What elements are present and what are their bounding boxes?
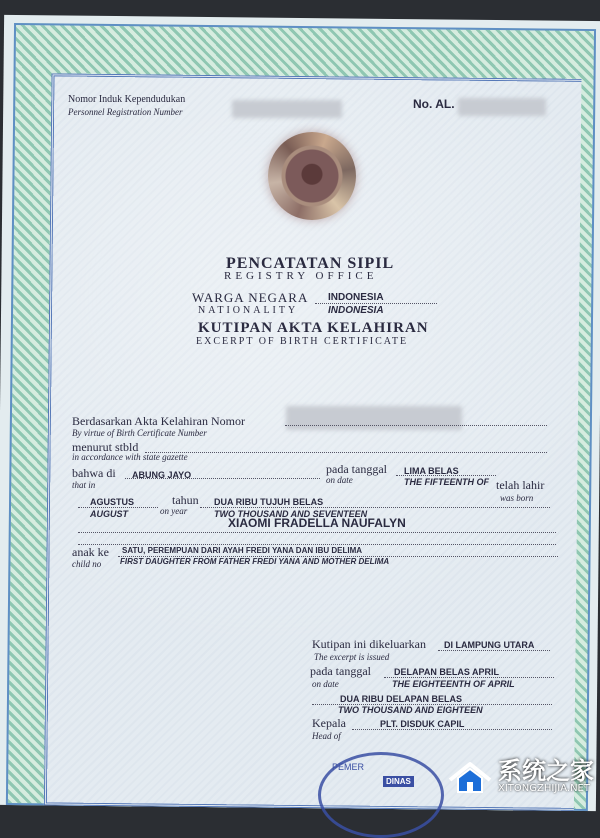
head-label-en: Head of — [312, 731, 341, 741]
issue-date-value-en: THE EIGHTEENTH OF APRIL — [392, 679, 515, 689]
child-order-value: SATU, PEREMPUAN DARI AYAH FREDI YANA DAN IBU DELIMA — [122, 546, 363, 555]
child-order-label: anak ke — [72, 545, 109, 559]
hologram-seal-icon — [268, 132, 356, 220]
stbld-label-en: in accordance with state gazette — [72, 452, 188, 462]
child-order-dotted-line — [118, 556, 558, 557]
issued-label: Kutipan ini dikeluarkan — [312, 637, 426, 651]
issue-date-value: DELAPAN BELAS APRIL — [394, 667, 500, 677]
registry-title: PENCATATAN SIPIL — [226, 255, 395, 272]
birth-year-value-en: TWO THOUSAND AND SEVENTEEN — [214, 509, 368, 519]
citizenship-value-en: INDONESIA — [328, 305, 384, 316]
issued-place-value: DI LAMPUNG UTARA — [444, 640, 535, 650]
redacted-certificate-number — [286, 406, 462, 430]
place-dotted-line — [125, 478, 320, 479]
issued-place-dotted-line — [438, 650, 550, 651]
issued-label-en: The excerpt is issued — [314, 652, 390, 662]
child-order-value-en: FIRST DAUGHTER FROM FATHER FREDI YANA AND MOTHER DELIMA — [120, 557, 390, 566]
child-name-dotted-line-2 — [78, 544, 556, 545]
citizenship-label: WARGA NEGARA — [192, 290, 309, 305]
virtue-label: Berdasarkan Akta Kelahiran Nomor — [72, 414, 245, 428]
child-order-label-en: child no — [72, 559, 102, 569]
birth-year-dotted-line — [200, 507, 550, 508]
site-watermark — [448, 759, 594, 794]
issue-date-dotted-line — [384, 677, 554, 678]
watermark-sub-text: XITONGZHIJIA.NET — [498, 783, 590, 794]
certificate-number-dotted-line — [285, 425, 547, 426]
redacted-nik — [232, 100, 342, 118]
watermark-main-text: 系统之家 — [498, 757, 594, 785]
child-name: XIAOMI FRADELLA NAUFALYN — [228, 516, 406, 530]
stbld-label: menurut stbld — [72, 440, 139, 454]
birth-year-value: DUA RIBU TUJUH BELAS — [214, 497, 324, 507]
birth-day-value-en: THE FIFTEENTH OF — [404, 477, 489, 487]
head-value: PLT. DISDUK CAPIL — [380, 719, 465, 729]
born-label-en: was born — [500, 493, 534, 503]
child-name-dotted-line — [78, 532, 556, 533]
issue-date-label-en: on date — [312, 679, 339, 689]
stamp-center-text: DINAS — [383, 776, 414, 787]
issue-year-dotted-line — [312, 704, 552, 705]
house-logo-icon — [448, 760, 492, 794]
excerpt-title-en: EXCERPT OF BIRTH CERTIFICATE — [196, 336, 409, 347]
issue-year-value: DUA RIBU DELAPAN BELAS — [340, 694, 463, 704]
birth-day-value: LIMA BELAS — [404, 466, 459, 476]
year-label-en: on year — [160, 506, 188, 516]
issue-year-value-en: TWO THOUSAND AND EIGHTEEN — [338, 705, 483, 715]
citizenship-label-en: NATIONALITY — [198, 305, 299, 316]
redacted-number — [458, 98, 546, 116]
birth-month-value-en: AUGUST — [90, 509, 128, 519]
registry-title-en: REGISTRY OFFICE — [224, 270, 378, 282]
citizenship-dotted-line — [315, 303, 437, 304]
head-label: Kepala — [312, 716, 346, 730]
born-label: telah lahir — [496, 478, 545, 492]
birth-date-label: pada tanggal — [326, 462, 387, 476]
excerpt-title: KUTIPAN AKTA KELAHIRAN — [198, 320, 429, 336]
virtue-label-en: By virtue of Birth Certificate Number — [72, 428, 207, 438]
place-label-en: that in — [72, 480, 96, 490]
birth-day-dotted-line — [396, 475, 496, 476]
year-label: tahun — [172, 493, 199, 507]
no-al-label: No. AL. — [413, 97, 455, 111]
nik-label-en: Personnel Registration Number — [68, 107, 183, 117]
stbld-dotted-line — [145, 452, 547, 453]
place-value: ABUNG JAYO — [132, 470, 192, 480]
place-label: bahwa di — [72, 466, 116, 480]
birth-month-dotted-line — [78, 507, 158, 508]
birth-date-label-en: on date — [326, 475, 353, 485]
issue-date-label: pada tanggal — [310, 664, 371, 678]
citizenship-value: INDONESIA — [328, 292, 384, 303]
stamp-ring-text: PEMER — [332, 762, 365, 772]
birth-month-value: AGUSTUS — [90, 497, 135, 507]
head-dotted-line — [352, 729, 552, 730]
nik-label: Nomor Induk Kependudukan — [68, 94, 186, 105]
